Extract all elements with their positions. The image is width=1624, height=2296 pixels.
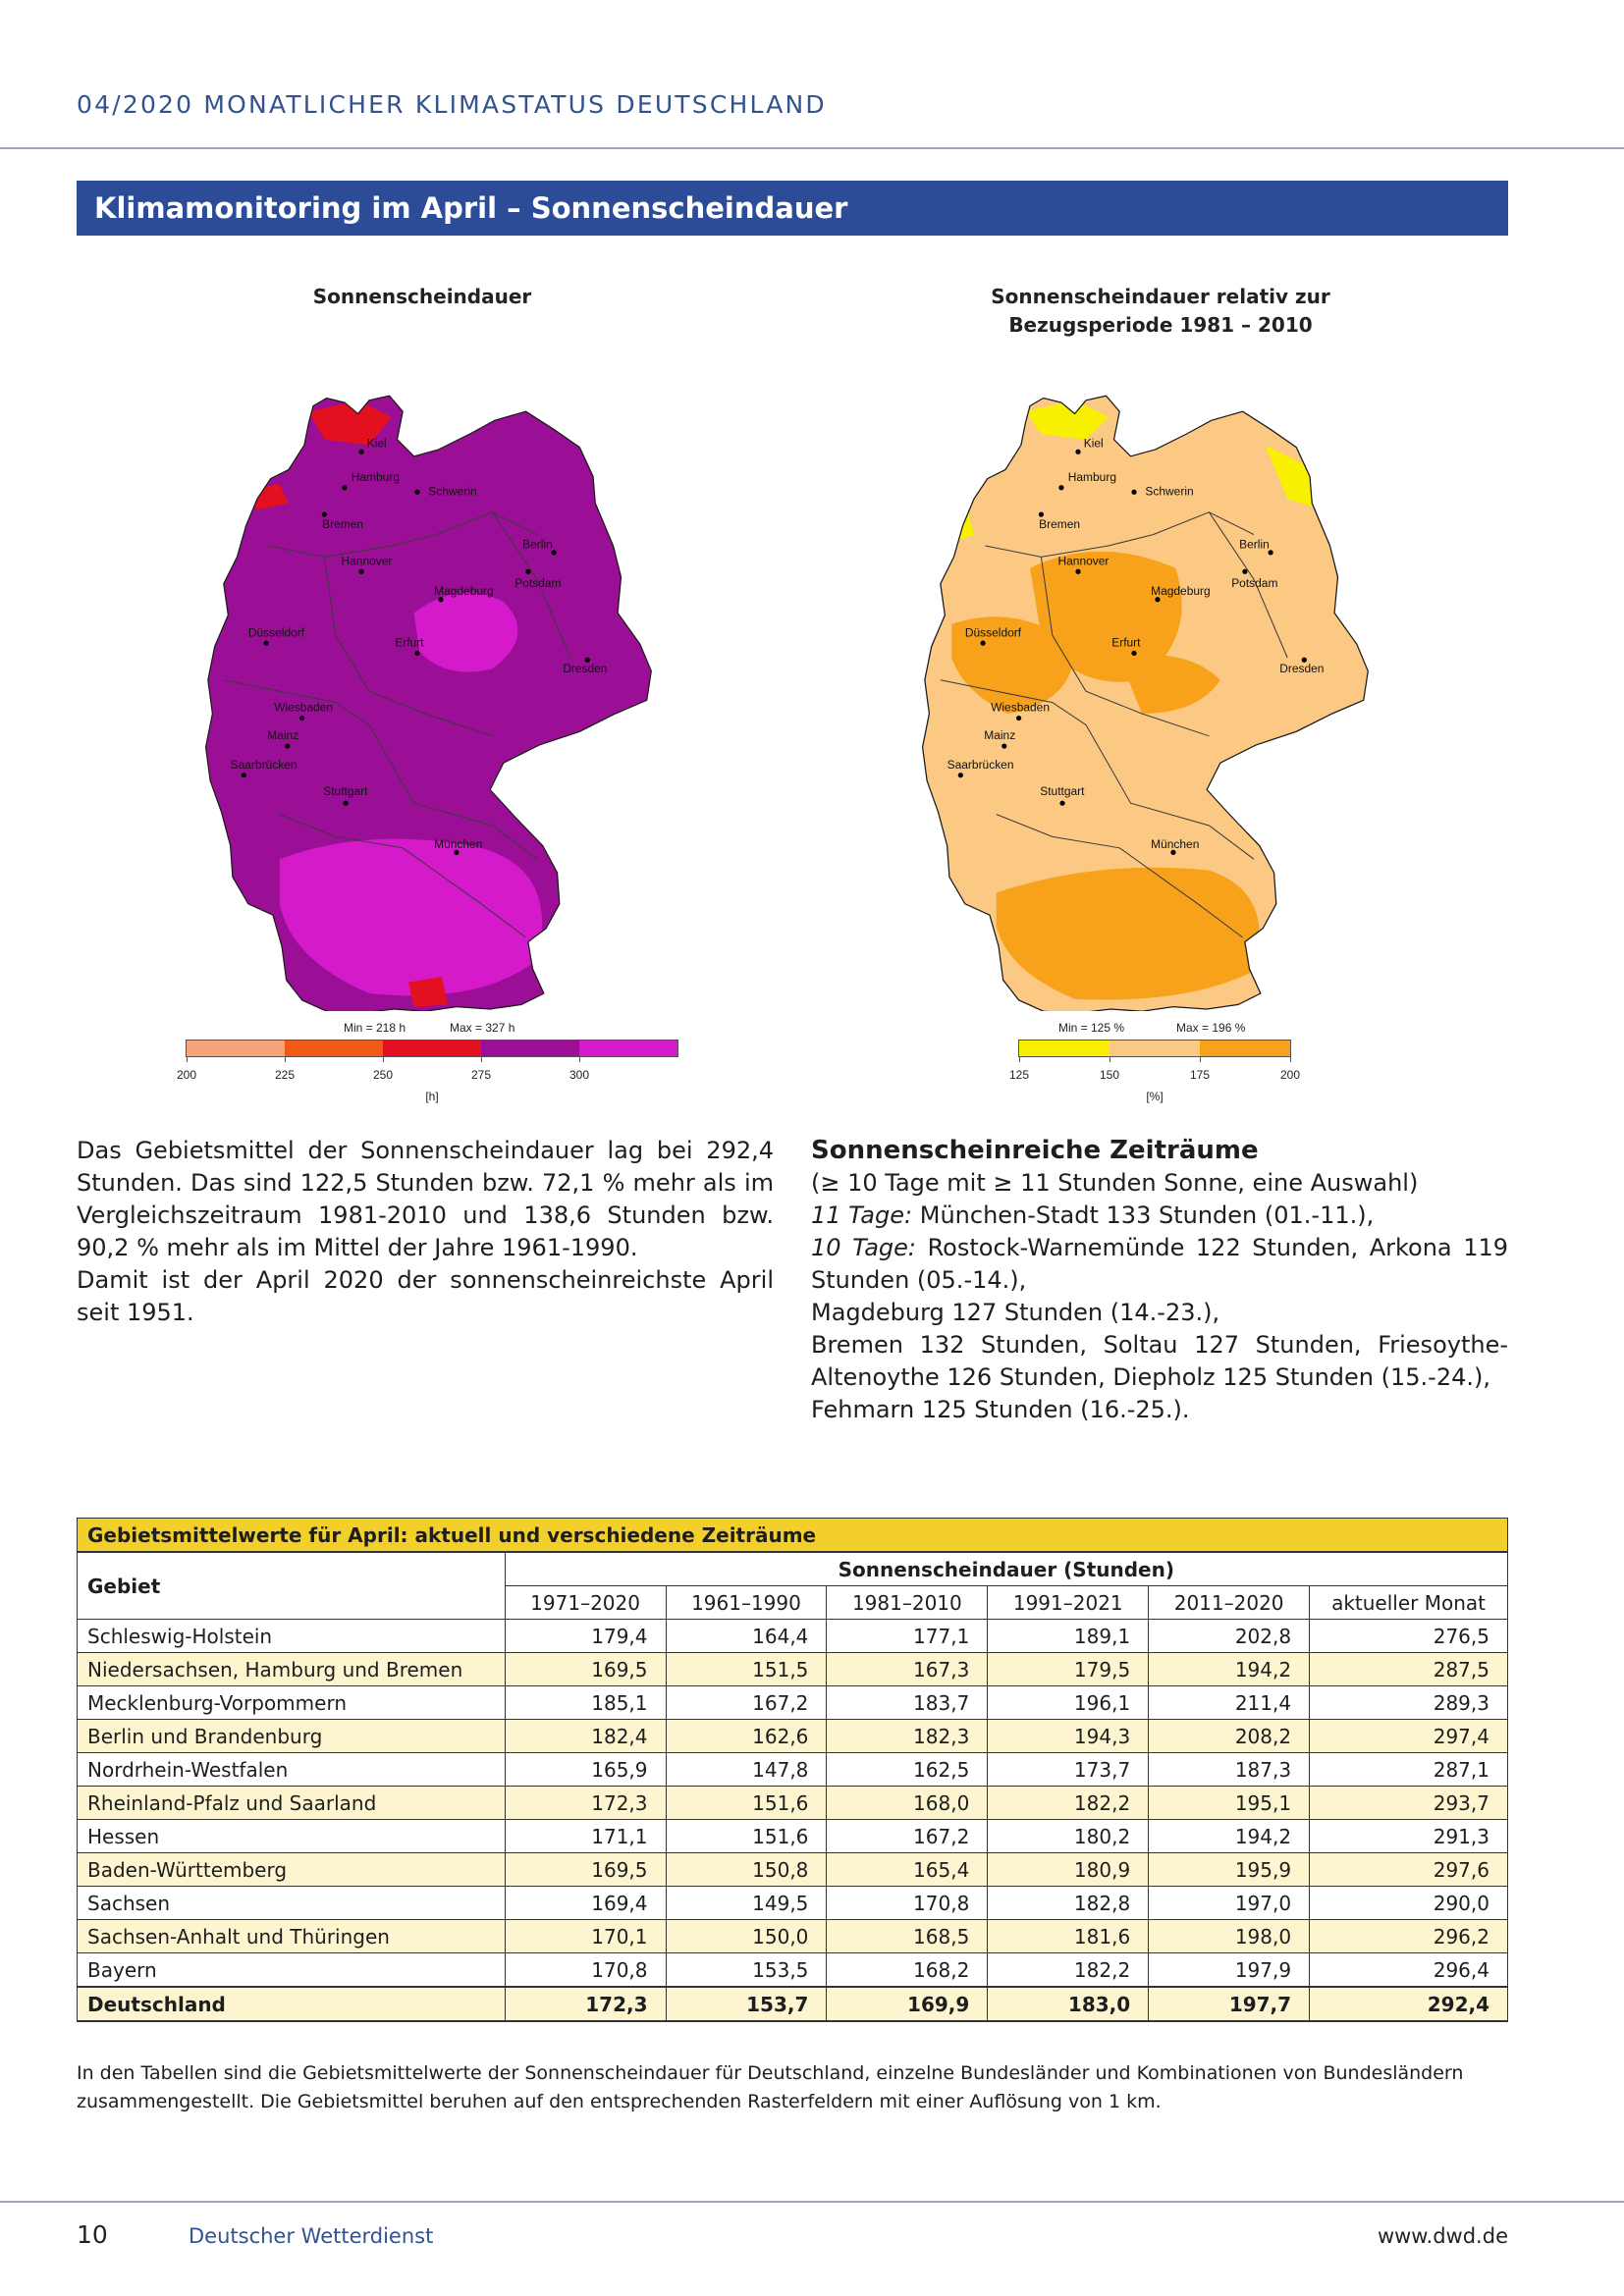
legend-unit: [%] bbox=[1146, 1090, 1164, 1103]
value-cell: 211,4 bbox=[1149, 1686, 1310, 1720]
map-1-germany-sunshine-hours bbox=[191, 358, 682, 1011]
value-cell: 202,8 bbox=[1149, 1620, 1310, 1653]
city-marker bbox=[1075, 569, 1080, 574]
column-header-period: aktueller Monat bbox=[1310, 1586, 1508, 1620]
city-marker bbox=[1059, 801, 1064, 806]
region-name: Baden-Württemberg bbox=[78, 1853, 506, 1887]
city-label: Erfurt bbox=[1111, 635, 1141, 650]
legend-tick bbox=[1019, 1056, 1020, 1062]
value-cell: 185,1 bbox=[505, 1686, 666, 1720]
table-row bbox=[78, 1853, 1508, 1887]
legend-color-bar bbox=[187, 1041, 677, 1056]
report-title: 04/2020 MONATLICHER KLIMASTATUS DEUTSCHLAND bbox=[77, 90, 827, 119]
legend-swatch bbox=[383, 1041, 481, 1056]
legend-tick-label: 250 bbox=[372, 1068, 394, 1082]
sunny-period-entry-5: Fehmarn 125 Stunden (16.-25.). bbox=[811, 1396, 1190, 1423]
column-header-period: 1961–1990 bbox=[666, 1586, 827, 1620]
footer-organization: Deutscher Wetterdienst bbox=[189, 2224, 434, 2248]
city-label: Potsdam bbox=[514, 576, 562, 591]
regional-means-table bbox=[77, 1518, 1508, 2022]
value-cell: 208,2 bbox=[1149, 1720, 1310, 1753]
city-label: Dresden bbox=[1279, 661, 1325, 675]
table-row bbox=[78, 1820, 1508, 1853]
map-2-title-line-2: Bezugsperiode 1981 – 2010 bbox=[1008, 313, 1313, 337]
value-cell: 170,8 bbox=[505, 1953, 666, 1988]
city-label: Potsdam bbox=[1231, 576, 1278, 591]
city-marker bbox=[358, 569, 363, 574]
value-cell: 153,5 bbox=[666, 1953, 827, 1988]
city-marker bbox=[1131, 651, 1136, 656]
value-cell: 197,7 bbox=[1149, 1987, 1310, 2021]
table-row bbox=[78, 1720, 1508, 1753]
value-cell: 168,5 bbox=[827, 1920, 988, 1953]
value-cell: 276,5 bbox=[1310, 1620, 1508, 1653]
city-marker bbox=[958, 773, 963, 777]
value-cell: 180,9 bbox=[988, 1853, 1149, 1887]
summary-line-1: Das Gebietsmittel der Sonnenscheindauer lag bei 292,4 Stunden. Das sind 122,5 Stunden bzw. 72,1 % mehr als im Vergleichszeitraum 1981-2010 und 138,6 Stunden bzw. 90,2 % mehr als im Mittel der Jahre 1961-1990. bbox=[77, 1137, 774, 1261]
column-header-period: 1991–2021 bbox=[988, 1586, 1149, 1620]
city-label: Mainz bbox=[984, 728, 1016, 743]
city-label: Magdeburg bbox=[1151, 584, 1211, 599]
table-row bbox=[78, 1953, 1508, 1988]
sunny-period-entry-3: Magdeburg 127 Stunden (14.-23.), bbox=[811, 1299, 1220, 1326]
value-cell: 173,7 bbox=[988, 1753, 1149, 1787]
city-label: Berlin bbox=[522, 537, 553, 552]
value-cell: 162,6 bbox=[666, 1720, 827, 1753]
city-label: Hannover bbox=[341, 554, 393, 568]
column-header-region: Gebiet bbox=[78, 1552, 506, 1620]
legend-color-bar bbox=[1019, 1041, 1290, 1056]
value-cell: 197,0 bbox=[1149, 1887, 1310, 1920]
region-name: Mecklenburg-Vorpommern bbox=[78, 1686, 506, 1720]
legend-tick-label: 200 bbox=[1279, 1068, 1301, 1082]
value-cell: 289,3 bbox=[1310, 1686, 1508, 1720]
value-cell: 290,0 bbox=[1310, 1887, 1508, 1920]
map-body bbox=[206, 396, 652, 1011]
legend-swatch bbox=[285, 1041, 383, 1056]
city-label: Stuttgart bbox=[1040, 784, 1085, 799]
map-2-title-line-1: Sonnenscheindauer relativ zur bbox=[991, 285, 1330, 308]
value-cell: 179,4 bbox=[505, 1620, 666, 1653]
city-marker bbox=[242, 773, 246, 777]
sunny-period-entry-1 bbox=[811, 1200, 1508, 1232]
city-label: Wiesbaden bbox=[991, 700, 1050, 715]
map-1-title bbox=[226, 283, 619, 311]
value-cell: 195,1 bbox=[1149, 1787, 1310, 1820]
city-label: Kiel bbox=[366, 436, 387, 451]
city-label: Schwerin bbox=[428, 484, 477, 499]
city-label: Saarbrücken bbox=[230, 757, 298, 772]
entry-1-text: München-Stadt 133 Stunden (01.-11.), bbox=[912, 1201, 1375, 1229]
value-cell: 151,6 bbox=[666, 1787, 827, 1820]
table-caption: Gebietsmittelwerte für April: aktuell und verschiedene Zeiträume bbox=[78, 1519, 1508, 1553]
legend-tick-label: 300 bbox=[568, 1068, 590, 1082]
value-cell: 177,1 bbox=[827, 1620, 988, 1653]
legend-tick-label: 225 bbox=[274, 1068, 296, 1082]
region-name: Hessen bbox=[78, 1820, 506, 1853]
sunny-periods-subheading: (≥ 10 Tage mit ≥ 11 Stunden Sonne, eine Auswahl) bbox=[811, 1169, 1419, 1197]
value-cell: 151,6 bbox=[666, 1820, 827, 1853]
value-cell: 183,7 bbox=[827, 1686, 988, 1720]
table-row bbox=[78, 1686, 1508, 1720]
legend-tick-label: 125 bbox=[1008, 1068, 1030, 1082]
table-footnote: In den Tabellen sind die Gebietsmittelwerte der Sonnenscheindauer für Deutschland, einzelne Bundesländer und Kombinationen von Bundesländern zusammengestellt. Die Gebietsmittel beruhen auf den entsprechenden Rasterfeldern mit einer Auflösung von 1 km. bbox=[77, 2062, 1464, 2112]
page-number: 10 bbox=[77, 2220, 108, 2249]
legend-tick bbox=[285, 1056, 286, 1062]
value-cell: 297,4 bbox=[1310, 1720, 1508, 1753]
city-label: Schwerin bbox=[1145, 484, 1194, 499]
city-label: München bbox=[1151, 836, 1200, 851]
legend-max-label: Max = 196 % bbox=[1176, 1021, 1246, 1035]
city-label: Kiel bbox=[1083, 436, 1104, 451]
legend-max-label: Max = 327 h bbox=[450, 1021, 515, 1035]
legend-swatch bbox=[187, 1041, 285, 1056]
table-total-row bbox=[78, 1987, 1508, 2021]
value-cell: 168,2 bbox=[827, 1953, 988, 1988]
legend-unit: [h] bbox=[425, 1090, 439, 1103]
sunny-periods-heading: Sonnenscheinreiche Zeiträume bbox=[811, 1136, 1259, 1165]
legend-tick-label: 175 bbox=[1189, 1068, 1211, 1082]
region-name: Berlin und Brandenburg bbox=[78, 1720, 506, 1753]
value-cell: 189,1 bbox=[988, 1620, 1149, 1653]
column-group-header: Sonnenscheindauer (Stunden) bbox=[505, 1552, 1507, 1586]
value-cell: 147,8 bbox=[666, 1753, 827, 1787]
value-cell: 183,0 bbox=[988, 1987, 1149, 2021]
value-cell: 162,5 bbox=[827, 1753, 988, 1787]
value-cell: 182,4 bbox=[505, 1720, 666, 1753]
city-label: Erfurt bbox=[395, 635, 424, 650]
value-cell: 165,9 bbox=[505, 1753, 666, 1787]
region-name: Schleswig-Holstein bbox=[78, 1620, 506, 1653]
value-cell: 168,0 bbox=[827, 1787, 988, 1820]
city-marker bbox=[358, 450, 363, 454]
city-marker bbox=[1016, 716, 1021, 721]
city-label: Saarbrücken bbox=[947, 757, 1014, 772]
value-cell: 149,5 bbox=[666, 1887, 827, 1920]
table-row bbox=[78, 1887, 1508, 1920]
legend-tick bbox=[1290, 1056, 1291, 1062]
value-region bbox=[414, 593, 518, 672]
section-title: Klimamonitoring im April – Sonnenscheindauer bbox=[77, 181, 1508, 236]
value-cell: 167,3 bbox=[827, 1653, 988, 1686]
column-header-period: 2011–2020 bbox=[1149, 1586, 1310, 1620]
table-row bbox=[78, 1920, 1508, 1953]
value-cell: 296,4 bbox=[1310, 1953, 1508, 1988]
city-marker bbox=[299, 716, 304, 721]
value-cell: 153,7 bbox=[666, 1987, 827, 2021]
value-cell: 297,6 bbox=[1310, 1853, 1508, 1887]
table-row bbox=[78, 1653, 1508, 1686]
table-row bbox=[78, 1620, 1508, 1653]
city-marker bbox=[414, 490, 419, 495]
legend-swatch bbox=[579, 1041, 677, 1056]
value-cell: 180,2 bbox=[988, 1820, 1149, 1853]
value-cell: 164,4 bbox=[666, 1620, 827, 1653]
value-cell: 165,4 bbox=[827, 1853, 988, 1887]
legend-tick-label: 200 bbox=[176, 1068, 197, 1082]
map-body bbox=[923, 396, 1369, 1011]
column-header-period: 1971–2020 bbox=[505, 1586, 666, 1620]
value-cell: 182,2 bbox=[988, 1787, 1149, 1820]
legend-swatch bbox=[1019, 1041, 1110, 1056]
value-cell: 179,5 bbox=[988, 1653, 1149, 1686]
value-cell: 194,2 bbox=[1149, 1820, 1310, 1853]
city-marker bbox=[1131, 490, 1136, 495]
sunny-period-entry-4: Bremen 132 Stunden, Soltau 127 Stunden, Friesoythe-Altenoythe 126 Stunden, Diepholz 125 Stunden (15.-24.), bbox=[811, 1331, 1508, 1391]
city-label: Hamburg bbox=[1067, 469, 1116, 484]
footer-divider bbox=[0, 2201, 1624, 2203]
footer-website: www.dwd.de bbox=[1377, 2224, 1508, 2248]
region-name: Niedersachsen, Hamburg und Bremen bbox=[78, 1653, 506, 1686]
value-cell: 167,2 bbox=[666, 1686, 827, 1720]
value-cell: 182,2 bbox=[988, 1953, 1149, 1988]
legend-tick-label: 275 bbox=[470, 1068, 492, 1082]
value-cell: 172,3 bbox=[505, 1787, 666, 1820]
table-row bbox=[78, 1787, 1508, 1820]
value-cell: 172,3 bbox=[505, 1987, 666, 2021]
entry-2-text: Rostock-Warnemünde 122 Stunden, Arkona 119 Stunden (05.-14.), bbox=[811, 1234, 1508, 1294]
legend-tick bbox=[383, 1056, 384, 1062]
city-label: Hannover bbox=[1057, 554, 1110, 568]
city-label: Düsseldorf bbox=[964, 625, 1022, 640]
value-cell: 287,5 bbox=[1310, 1653, 1508, 1686]
entry-1-label: 11 Tage: bbox=[811, 1201, 913, 1229]
map-1-legend bbox=[176, 1021, 697, 1109]
city-marker bbox=[285, 743, 290, 748]
value-cell: 291,3 bbox=[1310, 1820, 1508, 1853]
city-marker bbox=[525, 569, 530, 574]
city-label: Bremen bbox=[322, 516, 364, 531]
summary-paragraph bbox=[77, 1135, 774, 1329]
value-cell: 194,3 bbox=[988, 1720, 1149, 1753]
city-marker bbox=[1058, 485, 1063, 490]
legend-min-label: Min = 218 h bbox=[344, 1021, 406, 1035]
city-label: Mainz bbox=[267, 728, 299, 743]
city-marker bbox=[342, 485, 347, 490]
city-marker bbox=[414, 651, 419, 656]
value-cell: 169,9 bbox=[827, 1987, 988, 2021]
summary-line-2: Damit ist der April 2020 der sonnenscheinreichste April seit 1951. bbox=[77, 1266, 774, 1326]
value-cell: 187,3 bbox=[1149, 1753, 1310, 1787]
table-row bbox=[78, 1753, 1508, 1787]
map-2-title bbox=[945, 283, 1377, 340]
value-cell: 181,6 bbox=[988, 1920, 1149, 1953]
value-cell: 150,0 bbox=[666, 1920, 827, 1953]
legend-tick bbox=[481, 1056, 482, 1062]
legend-tick-label: 150 bbox=[1099, 1068, 1120, 1082]
legend-tick bbox=[1200, 1056, 1201, 1062]
city-label: Dresden bbox=[563, 661, 608, 675]
region-name: Rheinland-Pfalz und Saarland bbox=[78, 1787, 506, 1820]
legend-tick bbox=[579, 1056, 580, 1062]
map-2-germany-sunshine-relative bbox=[908, 358, 1399, 1011]
city-label: Hamburg bbox=[351, 469, 400, 484]
value-cell: 195,9 bbox=[1149, 1853, 1310, 1887]
value-cell: 292,4 bbox=[1310, 1987, 1508, 2021]
city-marker bbox=[343, 801, 348, 806]
map-1-title-line: Sonnenscheindauer bbox=[312, 285, 532, 308]
city-label: Stuttgart bbox=[323, 784, 368, 799]
value-cell: 171,1 bbox=[505, 1820, 666, 1853]
region-name: Nordrhein-Westfalen bbox=[78, 1753, 506, 1787]
value-cell: 150,8 bbox=[666, 1853, 827, 1887]
sunny-periods-block bbox=[811, 1135, 1508, 1426]
entry-2-label: 10 Tage: bbox=[811, 1234, 917, 1261]
value-cell: 170,8 bbox=[827, 1887, 988, 1920]
value-cell: 182,8 bbox=[988, 1887, 1149, 1920]
city-label: Wiesbaden bbox=[274, 700, 333, 715]
city-label: München bbox=[434, 836, 483, 851]
legend-min-label: Min = 125 % bbox=[1058, 1021, 1125, 1035]
city-label: Düsseldorf bbox=[247, 625, 305, 640]
region-name: Deutschland bbox=[78, 1987, 506, 2021]
column-header-period: 1981–2010 bbox=[827, 1586, 988, 1620]
value-cell: 296,2 bbox=[1310, 1920, 1508, 1953]
header-divider bbox=[0, 147, 1624, 149]
region-name: Bayern bbox=[78, 1953, 506, 1988]
value-cell: 169,5 bbox=[505, 1853, 666, 1887]
map-2-legend bbox=[1008, 1021, 1304, 1109]
city-label: Bremen bbox=[1039, 516, 1081, 531]
value-cell: 182,3 bbox=[827, 1720, 988, 1753]
city-marker bbox=[1075, 450, 1080, 454]
city-marker bbox=[1001, 743, 1006, 748]
value-cell: 287,1 bbox=[1310, 1753, 1508, 1787]
legend-tick bbox=[187, 1056, 188, 1062]
value-cell: 169,4 bbox=[505, 1887, 666, 1920]
legend-swatch bbox=[1110, 1041, 1200, 1056]
region-name: Sachsen bbox=[78, 1887, 506, 1920]
value-cell: 197,9 bbox=[1149, 1953, 1310, 1988]
city-marker bbox=[980, 641, 985, 646]
value-cell: 198,0 bbox=[1149, 1920, 1310, 1953]
city-label: Berlin bbox=[1239, 537, 1270, 552]
value-cell: 170,1 bbox=[505, 1920, 666, 1953]
value-cell: 196,1 bbox=[988, 1686, 1149, 1720]
legend-swatch bbox=[1200, 1041, 1290, 1056]
legend-swatch bbox=[481, 1041, 579, 1056]
value-cell: 151,5 bbox=[666, 1653, 827, 1686]
city-marker bbox=[1242, 569, 1247, 574]
value-cell: 167,2 bbox=[827, 1820, 988, 1853]
region-name: Sachsen-Anhalt und Thüringen bbox=[78, 1920, 506, 1953]
value-cell: 293,7 bbox=[1310, 1787, 1508, 1820]
city-label: Magdeburg bbox=[434, 584, 494, 599]
city-marker bbox=[263, 641, 268, 646]
value-cell: 194,2 bbox=[1149, 1653, 1310, 1686]
value-cell: 169,5 bbox=[505, 1653, 666, 1686]
sunny-period-entry-2 bbox=[811, 1232, 1508, 1297]
